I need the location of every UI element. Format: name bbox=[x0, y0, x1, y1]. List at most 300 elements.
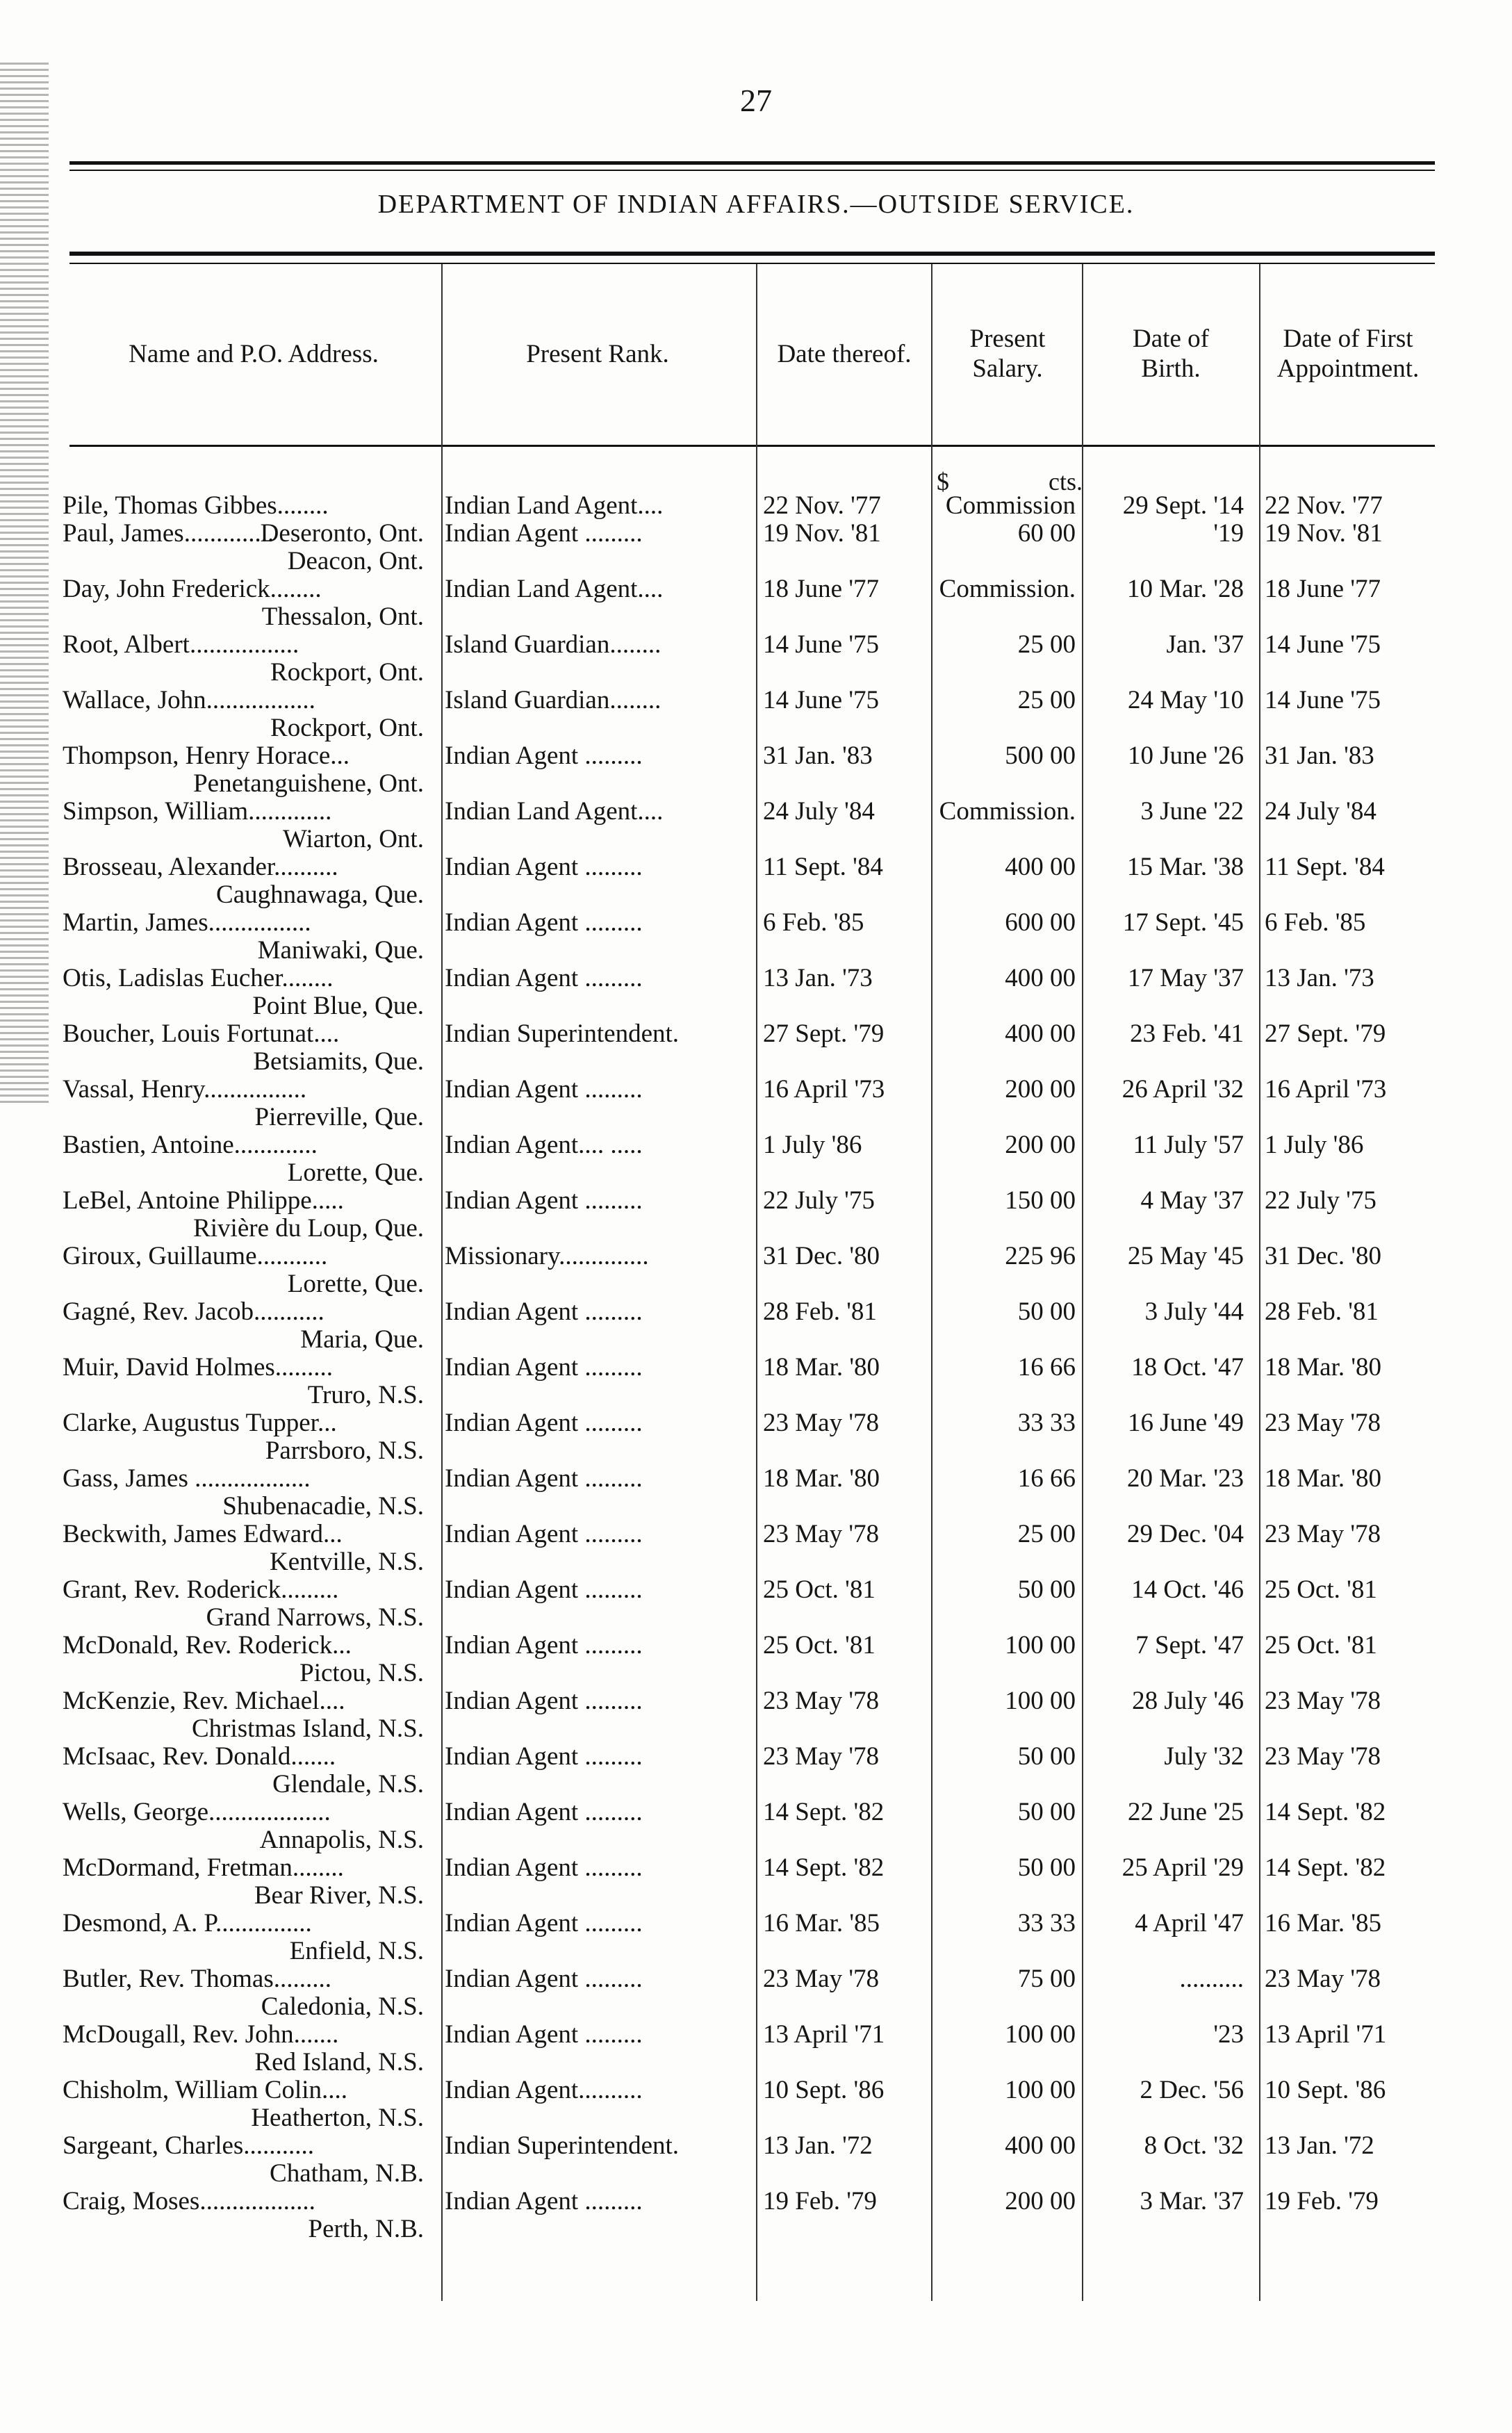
rank-cell: Indian Agent ......... bbox=[445, 1742, 643, 1771]
salary-cell: 225 96 bbox=[1005, 1242, 1076, 1270]
employee-table bbox=[0, 464, 1512, 2243]
birth-date-cell: 10 June '26 bbox=[1128, 742, 1244, 770]
first-appointment-cell: 14 Sept. '82 bbox=[1265, 1853, 1386, 1882]
rank-cell: Indian Agent.......... bbox=[445, 2076, 643, 2104]
birth-date-cell: 3 July '44 bbox=[1144, 1297, 1244, 1326]
employee-name: Sargeant, Charles........... bbox=[63, 2131, 315, 2160]
rank-date-cell: 23 May '78 bbox=[763, 1409, 879, 1437]
employee-name: Craig, Moses.................. bbox=[63, 2187, 315, 2215]
employee-name: Gass, James .................. bbox=[63, 1464, 311, 1493]
rank-cell: Island Guardian........ bbox=[445, 686, 662, 714]
salary-cell: 100 00 bbox=[1005, 1687, 1076, 1715]
rank-cell: Indian Superintendent. bbox=[445, 1019, 680, 1048]
birth-date-cell: 8 Oct. '32 bbox=[1144, 2131, 1244, 2160]
birth-date-cell: 26 April '32 bbox=[1121, 1075, 1244, 1104]
rank-cell: Indian Agent ......... bbox=[445, 519, 643, 548]
rank-cell: Indian Agent ......... bbox=[445, 1687, 643, 1715]
first-appointment-cell: 13 Jan. '72 bbox=[1265, 2131, 1374, 2160]
rank-cell: Indian Agent ......... bbox=[445, 853, 643, 881]
birth-date-cell: July '32 bbox=[1164, 1742, 1244, 1771]
table-row bbox=[0, 1131, 1512, 1187]
table-row bbox=[0, 1576, 1512, 1632]
first-appointment-cell: 23 May '78 bbox=[1265, 1687, 1381, 1715]
table-row bbox=[0, 1020, 1512, 1076]
employee-cell bbox=[63, 1687, 431, 1743]
employee-address: Annapolis, N.S. bbox=[259, 1826, 424, 1854]
rank-cell: Indian Agent ......... bbox=[445, 1353, 643, 1382]
employee-address: Grand Narrows, N.S. bbox=[206, 1603, 424, 1632]
employee-name: Grant, Rev. Roderick......... bbox=[63, 1575, 339, 1604]
first-appointment-cell: 10 Sept. '86 bbox=[1265, 2076, 1386, 2104]
employee-name: Clarke, Augustus Tupper... bbox=[63, 1409, 337, 1437]
employee-name: Day, John Frederick........ bbox=[63, 575, 322, 603]
table-row bbox=[0, 1187, 1512, 1243]
rank-cell: Indian Agent ......... bbox=[445, 2187, 643, 2215]
salary-cell: 25 00 bbox=[1017, 686, 1076, 714]
header-first-appointment: Date of First Appointment. bbox=[1276, 325, 1420, 383]
employee-name: Muir, David Holmes......... bbox=[63, 1353, 334, 1382]
rank-cell: Indian Agent ......... bbox=[445, 2020, 643, 2049]
employee-address: Heatherton, N.S. bbox=[251, 2104, 424, 2132]
first-appointment-cell: 24 July '84 bbox=[1265, 797, 1377, 826]
table-row bbox=[0, 1854, 1512, 1910]
employee-address: Deacon, Ont. bbox=[287, 547, 424, 575]
rank-date-cell: 23 May '78 bbox=[763, 1687, 879, 1715]
employee-cell bbox=[63, 1409, 431, 1465]
employee-address: Rivière du Loup, Que. bbox=[193, 1214, 424, 1243]
employee-name: Desmond, A. P............... bbox=[63, 1909, 312, 1938]
employee-cell bbox=[63, 1854, 431, 1910]
table-row bbox=[0, 1076, 1512, 1131]
employee-address: Penetanguishene, Ont. bbox=[193, 769, 424, 798]
employee-name: Brosseau, Alexander.......... bbox=[63, 853, 338, 881]
employee-address: Glendale, N.S. bbox=[272, 1770, 424, 1799]
employee-cell bbox=[63, 575, 431, 631]
employee-name: Butler, Rev. Thomas......... bbox=[63, 1965, 331, 1993]
divider bbox=[69, 252, 1435, 256]
first-appointment-cell: 13 April '71 bbox=[1265, 2020, 1387, 2049]
rank-cell: Indian Land Agent.... bbox=[445, 797, 664, 826]
birth-date-cell: .......... bbox=[1179, 1965, 1244, 1993]
first-appointment-cell: 18 Mar. '80 bbox=[1265, 1353, 1382, 1382]
header-rank: Present Rank. bbox=[526, 339, 669, 368]
salary-cell: 50 00 bbox=[1017, 1853, 1076, 1882]
employee-cell bbox=[63, 1632, 431, 1687]
employee-cell bbox=[63, 2021, 431, 2076]
employee-name: McIsaac, Rev. Donald....... bbox=[63, 1742, 336, 1771]
birth-date-cell: 2 Dec. '56 bbox=[1140, 2076, 1244, 2104]
table-row bbox=[0, 1687, 1512, 1743]
rank-date-cell: 24 July '84 bbox=[763, 797, 875, 826]
employee-name: Beckwith, James Edward... bbox=[63, 1520, 343, 1548]
header-birth: Date of Birth. bbox=[1133, 325, 1209, 383]
divider bbox=[69, 170, 1435, 171]
first-appointment-cell: 23 May '78 bbox=[1265, 1409, 1381, 1437]
first-appointment-cell: 18 Mar. '80 bbox=[1265, 1464, 1382, 1493]
rank-cell: Indian Agent ......... bbox=[445, 1520, 643, 1548]
employee-cell bbox=[63, 1465, 431, 1521]
birth-date-cell: 3 Mar. '37 bbox=[1140, 2187, 1244, 2215]
employee-name: Vassal, Henry................ bbox=[63, 1075, 307, 1104]
employee-address: Lorette, Que. bbox=[287, 1270, 424, 1298]
salary-cell: 60 00 bbox=[1017, 519, 1076, 548]
salary-cell: 400 00 bbox=[1005, 2131, 1076, 2160]
employee-address: Maria, Que. bbox=[300, 1325, 424, 1354]
table-row bbox=[0, 631, 1512, 687]
rank-date-cell: 14 Sept. '82 bbox=[763, 1853, 885, 1882]
birth-date-cell: 17 May '37 bbox=[1128, 964, 1244, 992]
table-row bbox=[0, 1910, 1512, 1965]
rank-cell: Indian Superintendent. bbox=[445, 2131, 680, 2160]
table-row bbox=[0, 1465, 1512, 1521]
employee-cell bbox=[63, 687, 431, 742]
birth-date-cell: 4 April '47 bbox=[1135, 1909, 1244, 1938]
employee-address: Truro, N.S. bbox=[307, 1381, 424, 1409]
rank-date-cell: 14 June '75 bbox=[763, 630, 879, 659]
first-appointment-cell: 14 June '75 bbox=[1265, 630, 1381, 659]
birth-date-cell: 7 Sept. '47 bbox=[1135, 1631, 1244, 1660]
first-appointment-cell: 31 Jan. '83 bbox=[1265, 742, 1374, 770]
employee-address: Enfield, N.S. bbox=[289, 1937, 424, 1965]
first-appointment-cell: 16 April '73 bbox=[1265, 1075, 1387, 1104]
first-appointment-cell: 23 May '78 bbox=[1265, 1965, 1381, 1993]
rank-date-cell: 18 June '77 bbox=[763, 575, 879, 603]
first-appointment-cell: 16 Mar. '85 bbox=[1265, 1909, 1382, 1938]
first-appointment-cell: 11 Sept. '84 bbox=[1265, 853, 1385, 881]
rank-date-cell: 14 June '75 bbox=[763, 686, 879, 714]
table-row bbox=[0, 909, 1512, 965]
employee-cell bbox=[63, 1020, 431, 1076]
table-row bbox=[0, 2188, 1512, 2243]
rank-date-cell: 13 April '71 bbox=[763, 2020, 885, 2049]
table-row bbox=[0, 1354, 1512, 1409]
rank-date-cell: 27 Sept. '79 bbox=[763, 1019, 885, 1048]
employee-address: Bear River, N.S. bbox=[254, 1881, 424, 1910]
birth-date-cell: 23 Feb. '41 bbox=[1130, 1019, 1244, 1048]
salary-cell: 400 00 bbox=[1005, 853, 1076, 881]
employee-address: Point Blue, Que. bbox=[252, 992, 424, 1020]
employee-address: Rockport, Ont. bbox=[270, 714, 424, 742]
employee-cell bbox=[63, 2132, 431, 2188]
first-appointment-cell: 22 July '75 bbox=[1265, 1186, 1377, 1215]
rank-date-cell: 25 Oct. '81 bbox=[763, 1631, 876, 1660]
rank-cell: Indian Agent ......... bbox=[445, 742, 643, 770]
birth-date-cell: Jan. '37 bbox=[1166, 630, 1244, 659]
salary-cell: 200 00 bbox=[1005, 1131, 1076, 1159]
first-appointment-cell: 25 Oct. '81 bbox=[1265, 1575, 1377, 1604]
employee-address: Red Island, N.S. bbox=[254, 2048, 424, 2076]
employee-cell bbox=[63, 1131, 431, 1187]
first-appointment-cell: 14 Sept. '82 bbox=[1265, 1798, 1386, 1826]
salary-cell: 200 00 bbox=[1005, 1075, 1076, 1104]
employee-name: Otis, Ladislas Eucher........ bbox=[63, 964, 334, 992]
birth-date-cell: 28 July '46 bbox=[1132, 1687, 1244, 1715]
employee-cell bbox=[63, 2076, 431, 2132]
rank-cell: Indian Agent ......... bbox=[445, 964, 643, 992]
rank-date-cell: 6 Feb. '85 bbox=[763, 908, 864, 937]
header-date: Date thereof. bbox=[777, 339, 912, 368]
salary-cell: 33 33 bbox=[1017, 1909, 1076, 1938]
employee-name: Pile, Thomas Gibbes........ bbox=[63, 491, 329, 520]
birth-date-cell: 18 Oct. '47 bbox=[1131, 1353, 1244, 1382]
rank-date-cell: 16 Mar. '85 bbox=[763, 1909, 880, 1938]
rank-date-cell: 13 Jan. '72 bbox=[763, 2131, 873, 2160]
birth-date-cell: 20 Mar. '23 bbox=[1126, 1464, 1244, 1493]
salary-cell: 50 00 bbox=[1017, 1297, 1076, 1326]
rank-date-cell: 19 Feb. '79 bbox=[763, 2187, 877, 2215]
first-appointment-cell: 19 Feb. '79 bbox=[1265, 2187, 1379, 2215]
birth-date-cell: 11 July '57 bbox=[1133, 1131, 1244, 1159]
employee-name: McKenzie, Rev. Michael.... bbox=[63, 1687, 345, 1715]
employee-name: Chisholm, William Colin.... bbox=[63, 2076, 347, 2104]
rank-date-cell: 10 Sept. '86 bbox=[763, 2076, 885, 2104]
table-row bbox=[0, 2076, 1512, 2132]
rank-cell: Indian Agent ......... bbox=[445, 1186, 643, 1215]
table-row bbox=[0, 575, 1512, 631]
rank-date-cell: 23 May '78 bbox=[763, 1965, 879, 1993]
employee-address: Christmas Island, N.S. bbox=[191, 1714, 424, 1743]
birth-date-cell: 10 Mar. '28 bbox=[1126, 575, 1244, 603]
dollar-unit: $ bbox=[937, 468, 949, 495]
salary-cell: 200 00 bbox=[1005, 2187, 1076, 2215]
birth-date-cell: 14 Oct. '46 bbox=[1131, 1575, 1244, 1604]
salary-cell: 100 00 bbox=[1005, 2020, 1076, 2049]
rank-cell: Indian Agent ......... bbox=[445, 1575, 643, 1604]
employee-name: LeBel, Antoine Philippe..... bbox=[63, 1186, 344, 1215]
employee-address: Parrsboro, N.S. bbox=[265, 1436, 424, 1465]
employee-name: Bastien, Antoine............. bbox=[63, 1131, 318, 1159]
rank-date-cell: 31 Dec. '80 bbox=[763, 1242, 880, 1270]
salary-cell: 25 00 bbox=[1017, 630, 1076, 659]
salary-cell: Commission bbox=[945, 491, 1076, 520]
birth-date-cell: 25 April '29 bbox=[1121, 1853, 1244, 1882]
birth-date-cell: 17 Sept. '45 bbox=[1122, 908, 1244, 937]
employee-name: Simpson, William............. bbox=[63, 797, 332, 826]
employee-cell bbox=[63, 853, 431, 909]
rank-cell: Indian Agent ......... bbox=[445, 1075, 643, 1104]
rank-cell: Indian Land Agent.... bbox=[445, 575, 664, 603]
salary-cell: 50 00 bbox=[1017, 1798, 1076, 1826]
rank-cell: Indian Agent ......... bbox=[445, 1409, 643, 1437]
first-appointment-cell: 18 June '77 bbox=[1265, 575, 1381, 603]
employee-cell bbox=[63, 1354, 431, 1409]
rank-date-cell: 19 Nov. '81 bbox=[763, 519, 881, 548]
birth-date-cell: 29 Dec. '04 bbox=[1127, 1520, 1244, 1548]
table-row bbox=[0, 1521, 1512, 1576]
table-row bbox=[0, 1632, 1512, 1687]
employee-cell bbox=[63, 1187, 431, 1243]
salary-cell: 25 00 bbox=[1017, 1520, 1076, 1548]
employee-address: Caughnawaga, Que. bbox=[216, 880, 424, 909]
salary-cell: 400 00 bbox=[1005, 1019, 1076, 1048]
header-salary: Present Salary. bbox=[969, 325, 1046, 383]
rank-cell: Island Guardian........ bbox=[445, 630, 662, 659]
table-row bbox=[0, 1298, 1512, 1354]
first-appointment-cell: 31 Dec. '80 bbox=[1265, 1242, 1381, 1270]
rank-cell: Indian Agent ......... bbox=[445, 1798, 643, 1826]
table-row bbox=[0, 742, 1512, 798]
birth-date-cell: 25 May '45 bbox=[1128, 1242, 1244, 1270]
birth-date-cell: 16 June '49 bbox=[1128, 1409, 1244, 1437]
rank-date-cell: 1 July '86 bbox=[763, 1131, 862, 1159]
table-row bbox=[0, 1799, 1512, 1854]
employee-address: Kentville, N.S. bbox=[270, 1548, 424, 1576]
rank-date-cell: 14 Sept. '82 bbox=[763, 1798, 885, 1826]
rank-cell: Indian Agent.... ..... bbox=[445, 1131, 643, 1159]
birth-date-cell: '23 bbox=[1213, 2020, 1244, 2049]
rank-date-cell: 31 Jan. '83 bbox=[763, 742, 873, 770]
employee-name: Wells, George................... bbox=[63, 1798, 331, 1826]
table-row bbox=[0, 965, 1512, 1020]
employee-address: Betsiamits, Que. bbox=[253, 1047, 424, 1076]
employee-cell bbox=[63, 2188, 431, 2243]
employee-name: Martin, James................ bbox=[63, 908, 311, 937]
salary-cell: Commission. bbox=[939, 797, 1076, 826]
employee-cell bbox=[63, 520, 431, 575]
employee-name: Paul, James.............. bbox=[63, 519, 274, 548]
salary-cell: 150 00 bbox=[1005, 1186, 1076, 1215]
employee-cell bbox=[63, 1243, 431, 1298]
first-appointment-cell: 13 Jan. '73 bbox=[1265, 964, 1374, 992]
salary-cell: 400 00 bbox=[1005, 964, 1076, 992]
rank-cell: Missionary.............. bbox=[445, 1242, 649, 1270]
employee-address: Wiarton, Ont. bbox=[283, 825, 424, 853]
first-appointment-cell: 25 Oct. '81 bbox=[1265, 1631, 1377, 1660]
employee-address: Thessalon, Ont. bbox=[261, 603, 424, 631]
table-row bbox=[0, 2021, 1512, 2076]
first-appointment-cell: 19 Nov. '81 bbox=[1265, 519, 1383, 548]
employee-name: Gagné, Rev. Jacob........... bbox=[63, 1297, 324, 1326]
employee-cell bbox=[63, 1298, 431, 1354]
rank-date-cell: 11 Sept. '84 bbox=[763, 853, 883, 881]
first-appointment-cell: 23 May '78 bbox=[1265, 1520, 1381, 1548]
rank-cell: Indian Agent ......... bbox=[445, 1909, 643, 1938]
rank-date-cell: 22 Nov. '77 bbox=[763, 491, 881, 520]
birth-date-cell: 4 May '37 bbox=[1140, 1186, 1244, 1215]
first-appointment-cell: 22 Nov. '77 bbox=[1265, 491, 1383, 520]
birth-date-cell: '19 bbox=[1213, 519, 1244, 548]
birth-date-cell: 24 May '10 bbox=[1128, 686, 1244, 714]
employee-address: Pictou, N.S. bbox=[299, 1659, 424, 1687]
salary-cell: 75 00 bbox=[1017, 1965, 1076, 1993]
employee-address: Rockport, Ont. bbox=[270, 658, 424, 687]
birth-date-cell: 22 June '25 bbox=[1128, 1798, 1244, 1826]
salary-cell: 50 00 bbox=[1017, 1742, 1076, 1771]
employee-cell bbox=[63, 1521, 431, 1576]
table-row bbox=[0, 853, 1512, 909]
employee-cell bbox=[63, 1076, 431, 1131]
salary-cell: Commission. bbox=[939, 575, 1076, 603]
rank-cell: Indian Agent ......... bbox=[445, 1853, 643, 1882]
employee-cell bbox=[63, 1965, 431, 2021]
table-row bbox=[0, 1409, 1512, 1465]
employee-cell bbox=[63, 798, 431, 853]
salary-cell: 16 66 bbox=[1017, 1353, 1076, 1382]
employee-name: Thompson, Henry Horace... bbox=[63, 742, 350, 770]
header-name: Name and P.O. Address. bbox=[129, 339, 379, 368]
rank-cell: Indian Agent ......... bbox=[445, 908, 643, 937]
rank-cell: Indian Agent ......... bbox=[445, 1464, 643, 1493]
salary-cell: 50 00 bbox=[1017, 1575, 1076, 1604]
table-row bbox=[0, 520, 1512, 575]
employee-cell bbox=[63, 965, 431, 1020]
employee-address: Chatham, N.B. bbox=[270, 2159, 424, 2188]
rank-date-cell: 18 Mar. '80 bbox=[763, 1353, 880, 1382]
first-appointment-cell: 23 May '78 bbox=[1265, 1742, 1381, 1771]
salary-cell: 600 00 bbox=[1005, 908, 1076, 937]
table-row bbox=[0, 1965, 1512, 2021]
employee-name: McDougall, Rev. John....... bbox=[63, 2020, 339, 2049]
employee-address: Pierreville, Que. bbox=[254, 1103, 424, 1131]
employee-address: Shubenacadie, N.S. bbox=[222, 1492, 424, 1521]
employee-cell bbox=[63, 742, 431, 798]
table-row bbox=[0, 1743, 1512, 1799]
employee-cell bbox=[63, 1799, 431, 1854]
first-appointment-cell: 1 July '86 bbox=[1265, 1131, 1364, 1159]
employee-cell bbox=[63, 631, 431, 687]
first-appointment-cell: 27 Sept. '79 bbox=[1265, 1019, 1386, 1048]
page-number: 27 bbox=[740, 83, 772, 118]
birth-date-cell: 3 June '22 bbox=[1140, 797, 1244, 826]
birth-date-cell: 15 Mar. '38 bbox=[1126, 853, 1244, 881]
rank-cell: Indian Land Agent.... bbox=[445, 491, 664, 520]
rank-date-cell: 22 July '75 bbox=[763, 1186, 875, 1215]
salary-cell: 33 33 bbox=[1017, 1409, 1076, 1437]
table-row bbox=[0, 687, 1512, 742]
rank-date-cell: 28 Feb. '81 bbox=[763, 1297, 877, 1326]
employee-cell bbox=[63, 1576, 431, 1632]
employee-name: Giroux, Guillaume........... bbox=[63, 1242, 328, 1270]
employee-name: Wallace, John................. bbox=[63, 686, 315, 714]
table-row bbox=[0, 2132, 1512, 2188]
employee-name: Boucher, Louis Fortunat.... bbox=[63, 1019, 340, 1048]
rank-date-cell: 23 May '78 bbox=[763, 1520, 879, 1548]
rank-cell: Indian Agent ......... bbox=[445, 1965, 643, 1993]
rank-date-cell: 18 Mar. '80 bbox=[763, 1464, 880, 1493]
first-appointment-cell: 28 Feb. '81 bbox=[1265, 1297, 1379, 1326]
employee-address: Perth, N.B. bbox=[308, 2215, 424, 2243]
employee-address: Caledonia, N.S. bbox=[261, 1992, 424, 2021]
employee-cell bbox=[63, 1910, 431, 1965]
birth-date-cell: 29 Sept. '14 bbox=[1122, 491, 1244, 520]
header-divider bbox=[69, 445, 1435, 447]
page-title: DEPARTMENT OF INDIAN AFFAIRS.—OUTSIDE SERVICE. bbox=[377, 190, 1135, 219]
rank-cell: Indian Agent ......... bbox=[445, 1297, 643, 1326]
employee-address: Lorette, Que. bbox=[287, 1158, 424, 1187]
table-row bbox=[0, 798, 1512, 853]
employee-name: McDonald, Rev. Roderick... bbox=[63, 1631, 352, 1660]
employee-address: Maniwaki, Que. bbox=[257, 936, 424, 965]
employee-cell bbox=[63, 1743, 431, 1799]
rank-date-cell: 16 April '73 bbox=[763, 1075, 885, 1104]
rank-date-cell: 23 May '78 bbox=[763, 1742, 879, 1771]
salary-cell: 100 00 bbox=[1005, 1631, 1076, 1660]
salary-cell: 100 00 bbox=[1005, 2076, 1076, 2104]
first-appointment-cell: 6 Feb. '85 bbox=[1265, 908, 1366, 937]
table-row bbox=[0, 1243, 1512, 1298]
employee-address: Deseronto, Ont. bbox=[260, 519, 424, 548]
first-appointment-cell: 14 June '75 bbox=[1265, 686, 1381, 714]
employee-cell bbox=[63, 909, 431, 965]
salary-cell: 16 66 bbox=[1017, 1464, 1076, 1493]
rank-cell: Indian Agent ......... bbox=[445, 1631, 643, 1660]
salary-cell: 500 00 bbox=[1005, 742, 1076, 770]
cents-unit: cts. bbox=[1049, 468, 1083, 495]
employee-name: Root, Albert................. bbox=[63, 630, 299, 659]
rank-date-cell: 25 Oct. '81 bbox=[763, 1575, 876, 1604]
divider bbox=[69, 161, 1435, 165]
employee-name: McDormand, Fretman........ bbox=[63, 1853, 344, 1882]
